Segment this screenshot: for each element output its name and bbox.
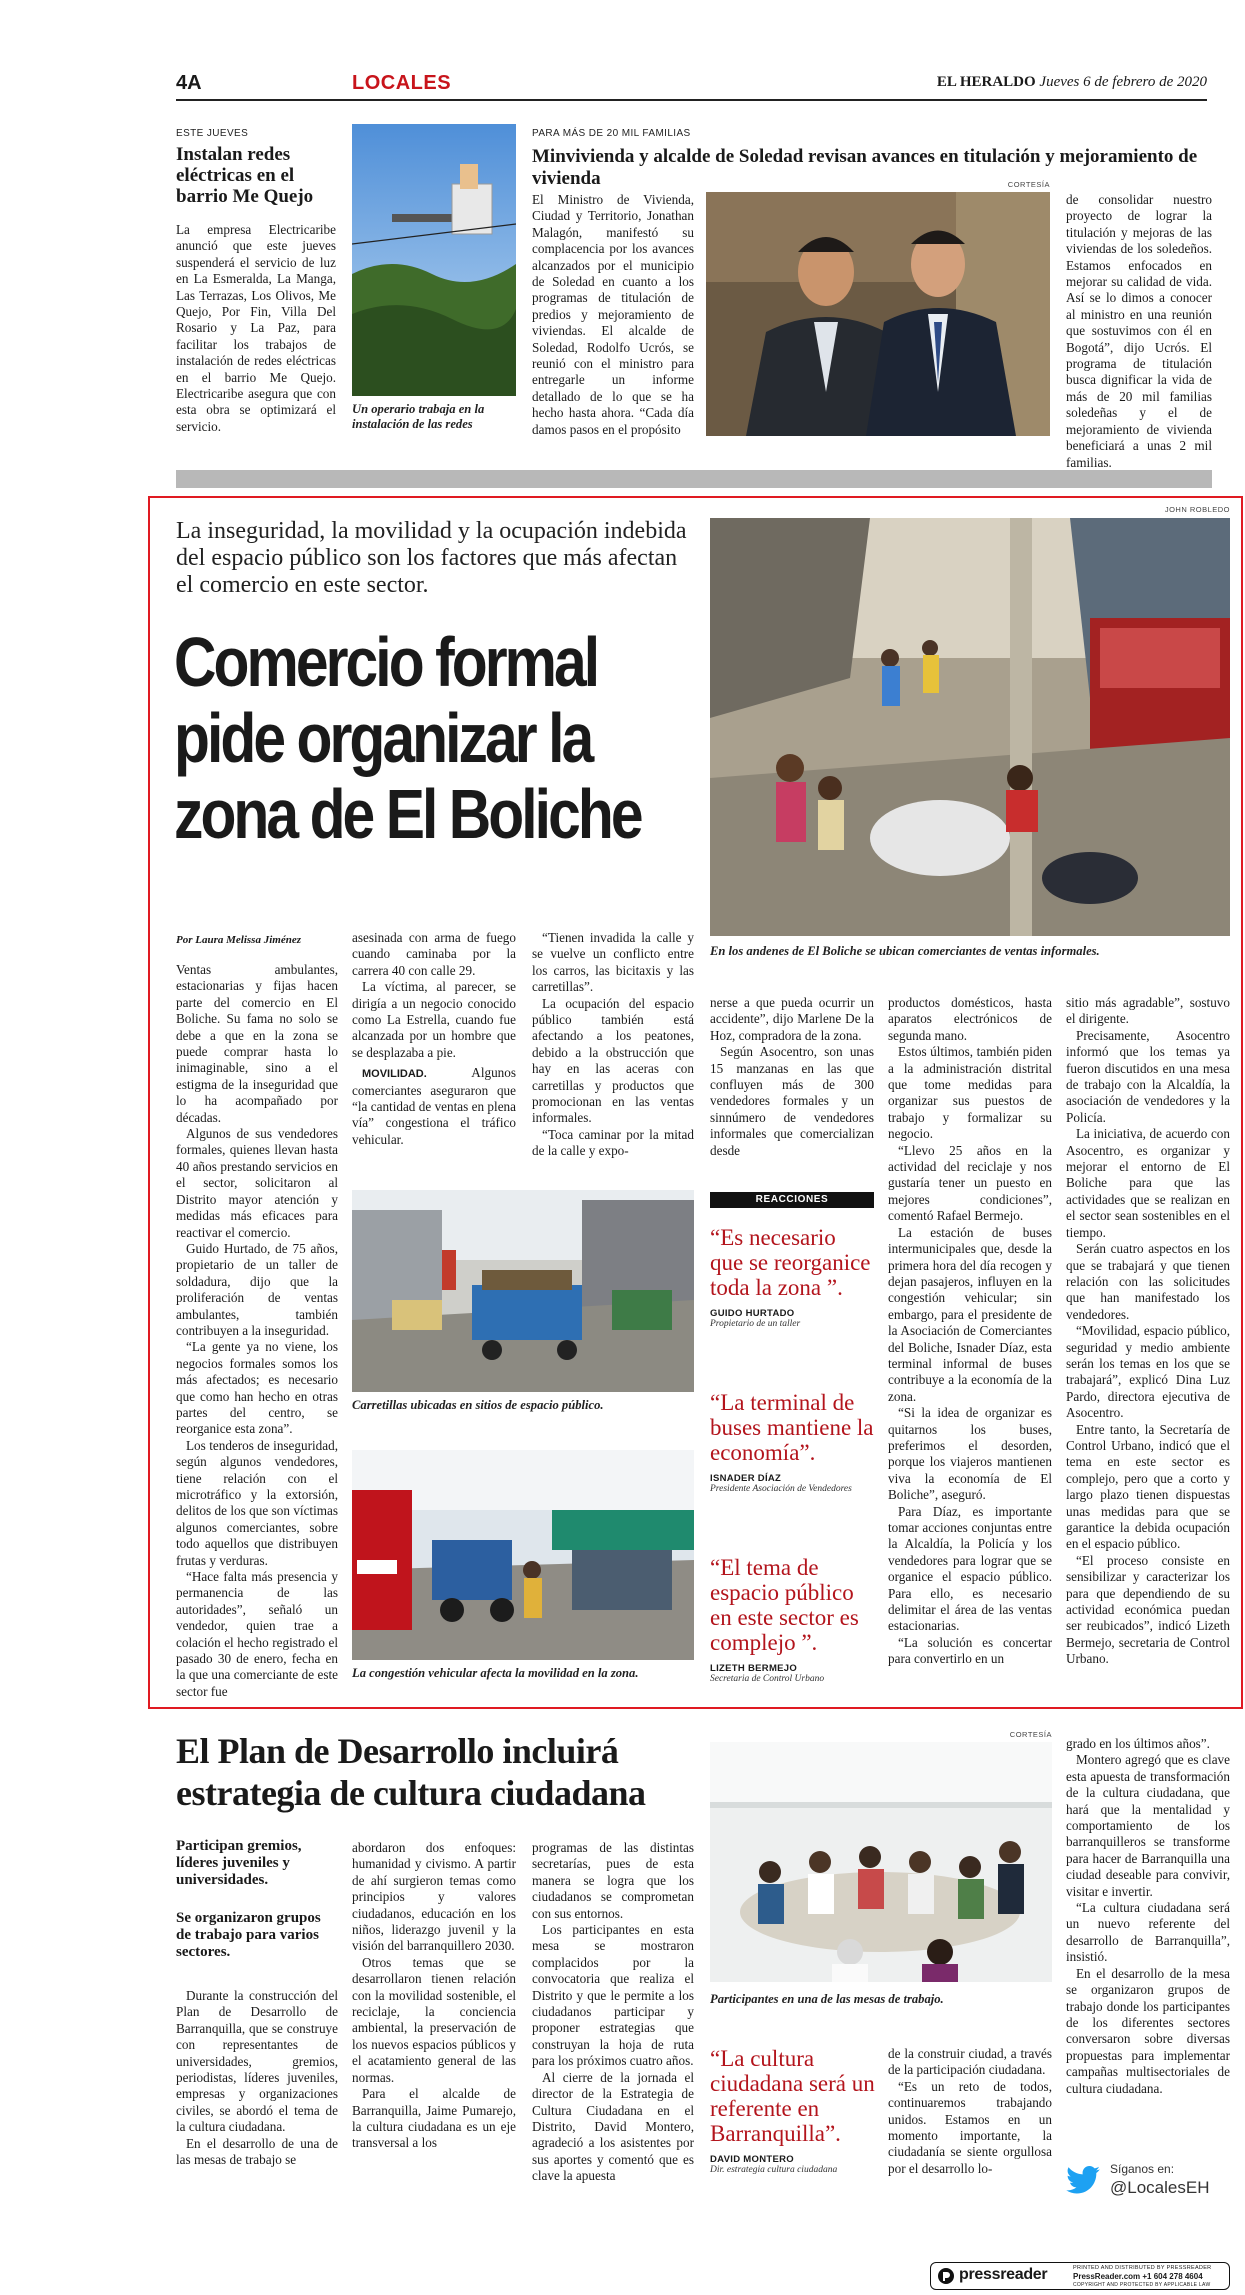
- story1-kicker: ESTE JUEVES: [176, 128, 249, 139]
- main-photo-credit: JOHN ROBLEDO: [1164, 505, 1230, 514]
- story2-col1: El Ministro de Vivienda, Ciudad y Territorio, Jonathan Malagón, manifestó su complacencia por los avances alcanzados por el municipio de Soledad en cuanto a los programas de titulación de predios y mejoramiento de viviendas. El alcalde de Soledad, Rodolfo Ucrós, se reunió con el ministro para entregarle un informe detallado de lo que se ha hecho hasta ahora. “Cada día damos pasos en el propósito: [532, 192, 694, 437]
- main-col5-p1: productos domésticos, hasta aparatos electrónicos de segunda mano.: [888, 995, 1052, 1043]
- main-col3-p1: “Tienen invadida la calle y se vuelve un conflicto entre los carros, las bicitaxis y las carretillas”.: [532, 930, 694, 995]
- story3-col5-p1: grado en los últimos años”.: [1066, 1736, 1210, 1751]
- main-col3-p3: “Toca caminar por la mitad de la calle y expo-: [532, 1126, 694, 1159]
- main-byline: [176, 934, 301, 946]
- main-col5-p2: Estos últimos, también piden a la administración distrital que tome medidas para organizar sus puestos de trabajo y formalizar su negocio.: [888, 1044, 1052, 1142]
- main-col5: [888, 995, 1052, 1668]
- quote-3-role: Secretaria de Control Urbano: [710, 1674, 825, 1684]
- quote-2-text: “La terminal de buses mantiene la economía”.: [710, 1390, 874, 1465]
- main-col5-p6: Para Díaz, es importante tomar acciones conjuntas entre la Alcaldía, la Policía y los vendedores para lograr que se organice el espacio público. Para ello, es necesario delimitar el área de las ventas estacionarias.: [888, 1503, 1052, 1634]
- story2-kicker: PARA MÁS DE 20 MIL FAMILIAS: [532, 128, 691, 139]
- reacciones-label: REACCIONES: [710, 1192, 874, 1208]
- story3-col3-p1: programas de las distintas secretarías, pues de esta manera se logra que los ciudadanos se comprometan con sus entornos.: [532, 1840, 694, 1921]
- story3-col1: [176, 1988, 338, 2168]
- story3-quote-text: “La cultura ciudadana será un referente en Barranquilla”.: [710, 2046, 875, 2146]
- main-photo: [710, 518, 1230, 936]
- quote-3-text: “El tema de espacio público en este sector es complejo ”.: [710, 1555, 859, 1655]
- main-col1-p4: “La gente ya no viene, los negocios formales somos los más afectados; es necesario que como han hecho en otras partes del centro, se reorganice esta zona”.: [176, 1339, 338, 1437]
- carts-photo: [352, 1190, 694, 1392]
- main-col6-p2: Precisamente, Asocentro informó que los temas ya fueron discutidos en una mesa de trabajo con la Alcaldía, la asociación de vendedores y la Policía.: [1066, 1027, 1230, 1125]
- quote-2: [710, 1390, 874, 1494]
- main-col1-p2: Algunos de sus vendedores formales, quienes llevan hasta 40 años prestando servicios en el sector, solicitaron al Distrito mayor atención y medidas más eficaces para reactivar el comercio.: [176, 1126, 338, 1240]
- main-col4: [710, 995, 874, 1159]
- quote-2-role: Presidente Asociación de Vendedores: [710, 1484, 852, 1494]
- quote-3-name: LIZETH BERMEJO: [710, 1663, 798, 1674]
- story3-col3-p3: Al cierre de la jornada el director de la Estrategia de Cultura Ciudadana en el Distrito, David Montero, agradeció a los asistentes por sus aportes y comentó que es clave la apuesta: [532, 2069, 694, 2184]
- story1-body: La empresa Electricaribe anunció que este jueves suspenderá el servicio de luz en La Esmeralda, La Manga, Las Terrazas, Los Olivos, Me Quejo, Por Fin, Villa Del Rosario y La Paz, para facilitar los trabajos de instalación de redes eléctricas en el barrio Me Quejo. Electricaribe asegura que con esta obra se optimizará el servicio.: [176, 222, 336, 434]
- masthead: [937, 74, 1207, 91]
- story3-col2-p3: Para el alcalde de Barranquilla, Jaime Pumarejo, la cultura ciudadana es un eje transversal a los: [352, 2086, 516, 2151]
- story3-quote: [710, 2046, 885, 2175]
- story3-col1-p2: En el desarrollo de una de las mesas de trabajo se: [176, 2135, 338, 2168]
- story3-col5-p4: En el desarrollo de la mesa se organizaron grupos de trabajo donde los participantes de los diferentes sectores conversaron sobre diversas propuestas para implementar campañas multisectoriales de cultura ciudadana.: [1066, 1965, 1230, 2096]
- story3-col5-p2: Montero agregó que es clave esta apuesta de transformación de la cultura ciudadana, que hará que la mentalidad y comportamiento de los barranquilleros se transforme para hacer de Barranquilla una ciudad deseable para convivir, visitar e invertir.: [1066, 1752, 1230, 1899]
- byline-text: Por Laura Melissa Jiménez: [176, 934, 301, 946]
- main-col4-p2: Según Asocentro, son unas 15 manzanas en las que confluyen más de 300 vendedores formales y un sinnúmero de vendedores informales que comercializan desde: [710, 1044, 874, 1158]
- main-caption: En los andenes de El Boliche se ubican comerciantes de ventas informales.: [710, 944, 1100, 958]
- main-col2-p1: asesinada con arma de fuego cuando caminaba por la carrera 40 con calle 29.: [352, 930, 516, 978]
- story3-caption: Participantes en una de las mesas de trabajo.: [710, 1992, 944, 2006]
- quote-1-name: GUIDO HURTADO: [710, 1308, 795, 1319]
- movilidad-label: MOVILIDAD.: [362, 1068, 427, 1081]
- main-col1-p3: Guido Hurtado, de 75 años, propietario de un taller de soldadura, dijo que la proliferación de ventas ambulantes, también contribuyen a la inseguridad.: [176, 1240, 338, 1338]
- quote-1-role: Propietario de un taller: [710, 1319, 801, 1329]
- social-label: Síganos en:: [1110, 2162, 1175, 2176]
- header-rule: [176, 99, 1207, 101]
- quote-3: [710, 1555, 874, 1684]
- movilidad-text: Algunos comerciantes aseguraron que “la cantidad de ventas en plena vía” congestiona el tráfico vehicular.: [352, 1065, 516, 1147]
- main-col5-p4: La estación de buses intermunicipales que, desde la primera hora del día recogen y dejan pasajeros, influyen en la congestión vehicular; sin embargo, para el presidente de la Asociación de Comerciantes del Boliche, Isnader Díaz, esta terminal informal de buses contribuye a la economía de la zona.: [888, 1224, 1052, 1404]
- story3-col2-p2: Otros temas que se desarrollaron tienen relación con la movilidad sostenible, el reciclaje, la conciencia ambiental, la preservación de los nuevos espacios públicos y el acatamiento general de las normas.: [352, 1954, 516, 2085]
- story2-col2: de consolidar nuestro proyecto de lograr la titulación y mejoras de las viviendas de los soledeños. Estamos enfocados en mejorar su calidad de vida. Así se lo dimos a conocer al ministro en una reunión que sostuvimos con él en Bogotá”, dijo Ucrós. El programa de titulación busca dignificar la vida de más de 20 mil familias soledeñas y el de mejoramiento de vivienda beneficiará a unas 2 mil familias.: [1066, 192, 1212, 470]
- story3-col2: [352, 1840, 516, 2152]
- story3-col3: [532, 1840, 694, 2185]
- main-col1-p6: “Hace falta más presencia y permanencia de las autoridades”, señaló un vendedor, quien trae a colación el hecho registrado el pasado 30 de enero, fecha en la que una comerciante de este sector fue: [176, 1569, 338, 1699]
- story3-col4-p1: de la construir ciudad, a través de la participación ciudadana.: [888, 2046, 1052, 2078]
- story1-headline: Instalan redes eléctricas en el barrio Me Quejo: [176, 144, 314, 207]
- pressreader-line2: PressReader.com +1 604 278 4604: [1073, 2272, 1203, 2281]
- traffic-photo: [352, 1450, 694, 1660]
- main-col3: [532, 930, 694, 1160]
- main-col1-p5: Los tenderos de inseguridad, según algunos vendedores, tiene relación con el microtráfico y la extorsión, delitos de los que son víctimas algunos comerciantes, sobre todo aquellos que distribuyen frutas y verduras.: [176, 1437, 338, 1568]
- main-col2: [352, 930, 516, 1148]
- main-col1-p1: Ventas ambulantes, estacionarias y fijas hacen parte del comercio en El Boliche. Su fama no solo se debe a que en la zona se puede comprar hasta lo inimaginable, sino a el estigma de la inseguridad que lo ha acompañado por décadas.: [176, 962, 338, 1125]
- social-block[interactable]: [1066, 2160, 1236, 2206]
- carts-caption: Carretillas ubicadas en sitios de espacio público.: [352, 1398, 604, 1412]
- main-headline: Comercio formal pide organizar la zona de El Boliche: [174, 623, 641, 853]
- main-col4-p1: nerse a que pueda ocurrir un accidente”, dijo Marlene De la Hoz, compradora de la zona.: [710, 995, 874, 1043]
- story3-quote-role: Dir. estrategia cultura ciudadana: [710, 2165, 838, 2175]
- page-number: 4A: [176, 72, 202, 94]
- section-separator: [176, 470, 1212, 488]
- main-deck: La inseguridad, la movilidad y la ocupación indebida del espacio público son los factores que más afectan el comercio en este sector.: [176, 518, 687, 598]
- main-col6-p6: Entre tanto, la Secretaría de Control Urbano, indicó que el tema en este sector es complejo, pero que a corto y largo plazo tienen dispuestas unas medidas para que se garantice la debida ocupación en el espacio público.: [1066, 1421, 1230, 1552]
- story3-col4: [888, 2046, 1052, 2177]
- social-handle[interactable]: @LocalesEH: [1110, 2178, 1210, 2197]
- story3-sub1: Participan gremios, líderes juveniles y universidades.: [176, 1838, 302, 1888]
- main-col5-p3: “Llevo 25 años en la actividad del reciclaje y nos gustaría tener un puesto en mejores condiciones”, comentó Rafael Bermejo.: [888, 1142, 1052, 1224]
- issue-date: Jueves 6 de febrero de 2020: [1039, 74, 1207, 90]
- story3-photo: [710, 1742, 1052, 1982]
- main-col6-p5: “Movilidad, espacio público, seguridad y medio ambiente serán los temas en los que se trabajará”, explicó Dina Luz Pardo, directora ejecutiva de Asocentro.: [1066, 1323, 1230, 1421]
- story3-sub2: Se organizaron grupos de trabajo para varios sectores.: [176, 1910, 321, 1960]
- pressreader-line1: PRINTED AND DISTRIBUTED BY PRESSREADER: [1073, 2265, 1212, 2271]
- main-col6-p4: Serán cuatro aspectos en los que se trabajará y que tienen relación con las solicitudes que han manifestado los vendedores.: [1066, 1241, 1230, 1322]
- main-col2-p3: [352, 1065, 516, 1148]
- pressreader-badge[interactable]: [930, 2262, 1230, 2290]
- story2-headline: Minvivienda y alcalde de Soledad revisan avances en titulación y mejoramiento de vivienda: [532, 146, 1198, 189]
- pressreader-brand: pressreader: [959, 2266, 1048, 2283]
- story3-col5-p3: “La cultura ciudadana será un nuevo referente del desarrollo de Barranquilla”, insistió.: [1066, 1900, 1230, 1965]
- story3-credit: CORTESÍA: [1009, 1730, 1052, 1739]
- quote-1-text: “Es necesario que se reorganice toda la zona ”.: [710, 1225, 871, 1300]
- story3-col3-p2: Los participantes en esta mesa se mostraron complacidos por la convocatoria que realiza el Distrito y que le permite a los ciudadanos participar y proponer estrategias que construyan la hoja de ruta para los próximos cuatro años.: [532, 1922, 694, 2069]
- story1-photo: [352, 124, 516, 396]
- main-col1: [176, 962, 338, 1700]
- main-col6-p3: La iniciativa, de acuerdo con Asocentro, es organizar y mejorar el entorno de El Boliche para que las actividades que se realizan en el sector sean sostenibles en el tiempo.: [1066, 1126, 1230, 1240]
- main-col6-p1: sitio más agradable”, sostuvo el dirigente.: [1066, 995, 1230, 1027]
- main-col6: [1066, 995, 1230, 1668]
- section-name: LOCALES: [352, 72, 452, 94]
- pressreader-line3: COPYRIGHT AND PROTECTED BY APPLICABLE LAW: [1073, 2282, 1211, 2288]
- twitter-bird-icon: [1066, 2166, 1100, 2199]
- main-col6-p7: “El proceso consiste en sensibilizar y caracterizar los para que dependiendo de su actividad económica puedan ser reubicados”, indicó Lizeth Bermejo, secretaria de Control Urbano.: [1066, 1552, 1230, 1667]
- story3-col2-p1: abordaron dos enfoques: humanidad y civismo. A partir de ahí surgieron temas como principios y valores ciudadanos, educación en los niños, liderazgo juvenil y la visión del barranquillero 2030.: [352, 1840, 516, 1954]
- main-col2-p2: La víctima, al parecer, se dirigía a un negocio conocido como La Estrella, cuando fue alcanzada por un hombre que se desplazaba a pie.: [352, 979, 516, 1060]
- story3-col4-p2: “Es un reto de todos, continuaremos trabajando unidos. Estamos en un momento importante, la ciudadanía se siente orgullosa por el desarrollo lo-: [888, 2078, 1052, 2176]
- story3-col5: [1066, 1736, 1230, 2097]
- main-col5-p7: “La solución es concertar para convertirlo en un: [888, 1634, 1052, 1667]
- main-col3-p2: La ocupación del espacio público también está afectando a los peatones, debido a la obstrucción que hay en las aceras con carretillas y productos que promocionan en las ventas informales.: [532, 995, 694, 1126]
- story1-caption: Un operario trabaja en la instalación de las redes: [352, 402, 485, 431]
- story2-photo: [706, 192, 1050, 436]
- traffic-caption: La congestión vehicular afecta la movilidad en la zona.: [352, 1666, 639, 1680]
- paper-name: EL HERALDO: [936, 74, 1036, 90]
- story3-quote-name: DAVID MONTERO: [710, 2154, 794, 2165]
- main-col5-p5: “Si la idea de organizar es quitarnos los buses, preferimos el desorden, porque los viajeros mantienen viva la economía de El Boliche”, aseguró.: [888, 1405, 1052, 1503]
- story3-col1-p1: Durante la construcción del Plan de Desarrollo de Barranquilla, que se construye con representantes de universidades, gremios, periodistas, líderes juveniles, empresas y organizaciones civiles, se abordó el tema de la cultura ciudadana.: [176, 1988, 338, 2135]
- story2-credit: CORTESÍA: [1007, 180, 1050, 189]
- pressreader-logo-icon: [937, 2267, 955, 2290]
- quote-2-name: ISNADER DÍAZ: [710, 1473, 782, 1484]
- quote-1: [710, 1225, 874, 1329]
- story3-headline: El Plan de Desarrollo incluirá estrategia de cultura ciudadana: [176, 1731, 646, 1813]
